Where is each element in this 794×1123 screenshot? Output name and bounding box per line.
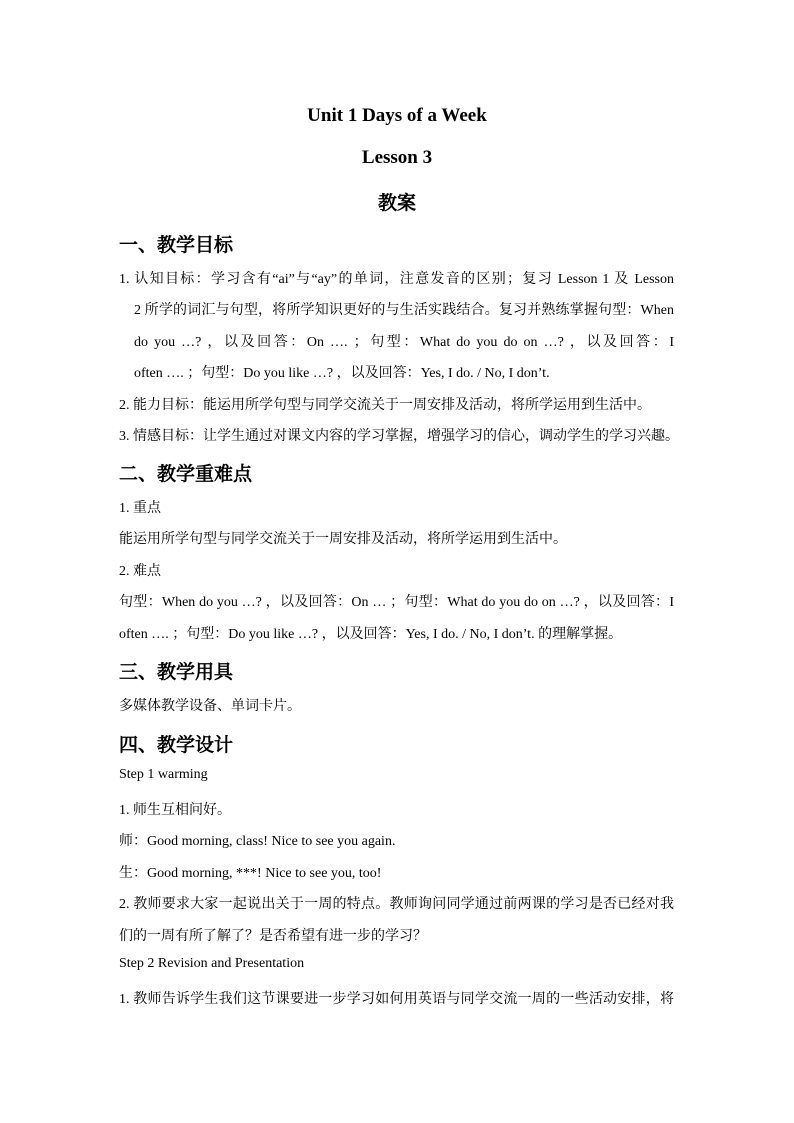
difficulty-text-line-1: 句型：When do you …? ，以及回答：On … ；句型：What do you do on …? ，以及回答：I [119, 595, 674, 610]
step-2-item-1: 1. 教师告诉学生我们这节课要进一步学习如何用英语与同学交流一周的一些活动安排，将 [119, 992, 674, 1007]
difficulty-text-line-2: often …. ；句型：Do you like …? ，以及回答：Yes, I do. / No, I don’t. 的理解掌握。 [119, 627, 623, 642]
objective-1-line-1: 1. 认知目标：学习含有“ai”与“ay”的单词，注意发音的区别；复习 Lesson 1 及 Lesson [119, 272, 674, 287]
step-1-item-1: 1. 师生互相问好。 [119, 803, 231, 818]
step-1-item-2-line-1: 2. 教师要求大家一起说出关于一周的特点。教师询问同学通过前两课的学习是否已经对我 [119, 897, 674, 912]
section-heading-key-points: 二、教学重难点 [119, 464, 253, 485]
student-line: 生：Good morning, ***! Nice to see you, too! [119, 866, 382, 881]
step-2-heading: Step 2 Revision and Presentation [119, 956, 305, 971]
teacher-line: 师：Good morning, class! Nice to see you again. [119, 834, 396, 849]
lesson-title: Lesson 3 [361, 147, 433, 168]
difficulty-label: 2. 难点 [119, 564, 161, 579]
objective-2: 2. 能力目标：能运用所学句型与同学交流关于一周安排及活动，将所学运用到生活中。 [119, 398, 651, 413]
materials-text: 多媒体教学设备、单词卡片。 [119, 699, 301, 714]
step-1-heading: Step 1 warming [119, 767, 208, 782]
document-subtitle: 教案 [377, 193, 416, 214]
key-point-text: 能运用所学句型与同学交流关于一周安排及活动，将所学运用到生活中。 [119, 532, 567, 547]
key-point-label: 1. 重点 [119, 501, 161, 516]
objective-1-line-4: often …. ；句型：Do you like …? ，以及回答：Yes, I do. / No, I don’t. [134, 366, 550, 381]
step-1-item-2-line-2: 们的一周有所了解了？是否希望有进一步的学习？ [119, 929, 427, 944]
section-heading-materials: 三、教学用具 [119, 662, 234, 683]
document-title: Unit 1 Days of a Week [307, 105, 487, 126]
section-heading-design: 四、教学设计 [119, 735, 234, 756]
section-heading-objectives: 一、教学目标 [119, 235, 234, 256]
objective-1-line-3: do you …? ，以及回答：On …. ；句型：What do you do on …? ，以及回答：I [134, 335, 674, 350]
objective-3: 3. 情感目标：让学生通过对课文内容的学习掌握，增强学习的信心，调动学生的学习兴趣。 [119, 429, 679, 444]
objective-1-line-2: 2 所学的词汇与句型，将所学知识更好的与生活实践结合。复习并熟练掌握句型：When [134, 303, 674, 318]
